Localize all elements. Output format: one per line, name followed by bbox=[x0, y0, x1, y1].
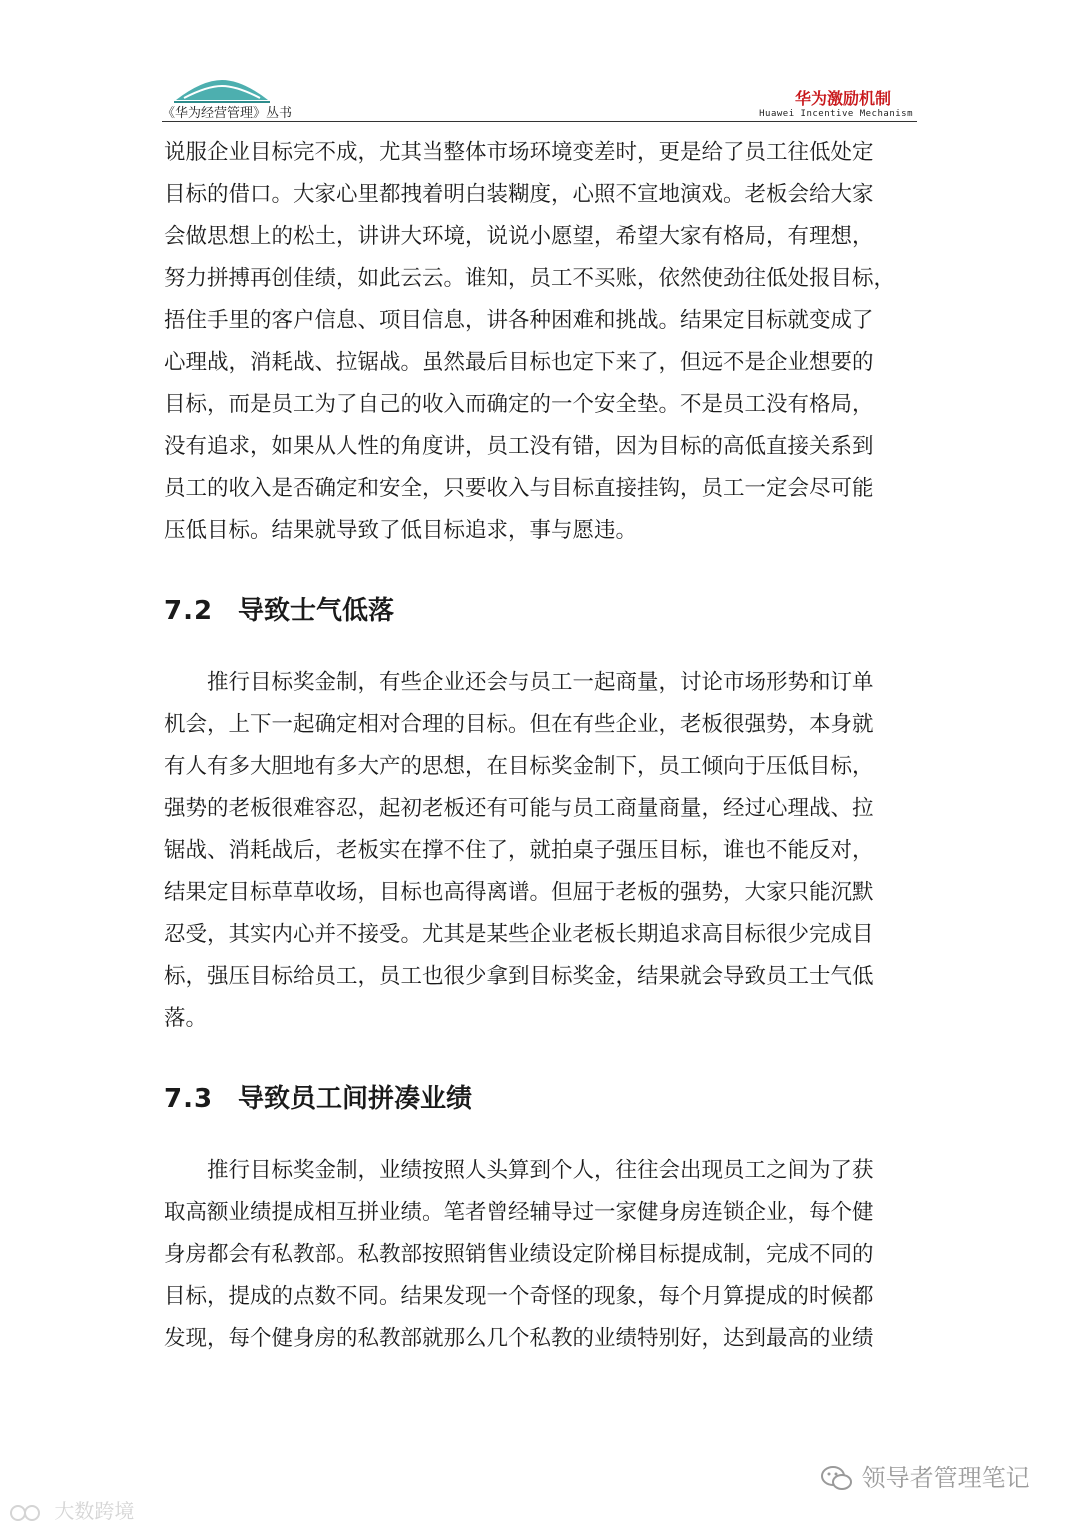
text-line: 发现，每个健身房的私教部就那么几个私教的业绩特别好，达到最高的业绩 bbox=[164, 1326, 874, 1351]
text-line: 推行目标奖金制，业绩按照人头算到个人，往往会出现员工之间为了获 bbox=[164, 1158, 874, 1183]
book-title: 华为激励机制 bbox=[794, 89, 891, 108]
watermark-left-text: 大数跨境 bbox=[54, 1499, 135, 1523]
text-line: 目标，而是员工为了自己的收入而确定的一个安全垫。不是员工没有格局， bbox=[164, 392, 874, 417]
section-heading-7-2 bbox=[164, 590, 394, 627]
header-divider bbox=[162, 121, 917, 122]
mountain-logo-icon bbox=[172, 76, 272, 104]
text-line: 没有追求，如果从人性的角度讲，员工没有错，因为目标的高低直接关系到 bbox=[164, 434, 874, 459]
text-line: 说服企业目标完不成，尤其当整体市场环境变差时，更是给了员工往低处定 bbox=[164, 140, 874, 165]
watermark-right-text: 领导者管理笔记 bbox=[861, 1464, 1030, 1492]
series-label: 《华为经营管理》丛书 bbox=[162, 106, 293, 121]
text-line: 机会，上下一起确定相对合理的目标。但在有些企业，老板很强势，本身就 bbox=[164, 712, 874, 737]
text-line: 会做思想上的松土，讲讲大环境，说说小愿望，希望大家有格局，有理想， bbox=[164, 224, 874, 249]
text-line: 员工的收入是否确定和安全，只要收入与目标直接挂钩，员工一定会尽可能 bbox=[164, 476, 874, 501]
paragraph-morale bbox=[164, 662, 916, 1040]
text-line: 取高额业绩提成相互拼业绩。笔者曾经辅导过一家健身房连锁企业，每个健 bbox=[164, 1200, 874, 1225]
text-line: 努力拼搏再创佳绩，如此云云。谁知，员工不买账，依然使劲往低处报目标， bbox=[164, 266, 896, 291]
page-header bbox=[162, 74, 917, 124]
book-title-english: Huawei Incentive Mechanism bbox=[759, 109, 913, 119]
watermark-right bbox=[820, 1458, 1030, 1493]
text-line: 捂住手里的客户信息、项目信息，讲各种困难和挑战。结果定目标就变成了 bbox=[164, 308, 874, 333]
text-line: 目标，提成的点数不同。结果发现一个奇怪的现象，每个月算提成的时候都 bbox=[164, 1284, 874, 1309]
text-line: 强势的老板很难容忍，起初老板还有可能与员工商量商量，经过心理战、拉 bbox=[164, 796, 874, 821]
section-number: 7.3 bbox=[164, 1084, 214, 1114]
section-title: 导致员工间拼凑业绩 bbox=[238, 1084, 473, 1114]
text-line: 结果定目标草草收场，目标也高得离谱。但屈于老板的强势，大家只能沉默 bbox=[164, 880, 874, 905]
section-title: 导致士气低落 bbox=[238, 596, 395, 626]
text-line: 忍受，其实内心并不接受。尤其是某些企业老板长期追求高目标很少完成目 bbox=[164, 922, 874, 947]
text-line: 心理战，消耗战、拉锯战。虽然最后目标也定下来了，但远不是企业想要的 bbox=[164, 350, 874, 375]
text-line: 有人有多大胆地有多大产的思想，在目标奖金制下，员工倾向于压低目标， bbox=[164, 754, 874, 779]
text-line: 标，强压目标给员工，员工也很少拿到目标奖金，结果就会导致员工士气低 bbox=[164, 964, 874, 989]
text-line: 身房都会有私教部。私教部按照销售业绩设定阶梯目标提成制，完成不同的 bbox=[164, 1242, 874, 1267]
section-number: 7.2 bbox=[164, 596, 214, 626]
text-line: 目标的借口。大家心里都拽着明白装糊度，心照不宣地演戏。老板会给大家 bbox=[164, 182, 874, 207]
text-line: 锯战、消耗战后，老板实在撑不住了，就拍桌子强压目标，谁也不能反对， bbox=[164, 838, 874, 863]
paragraph-intro bbox=[164, 132, 916, 552]
text-line: 压低目标。结果就导致了低目标追求，事与愿违。 bbox=[164, 518, 638, 543]
watermark-left bbox=[8, 1495, 134, 1524]
paragraph-performance bbox=[164, 1150, 916, 1360]
text-line: 落。 bbox=[164, 1006, 208, 1031]
section-heading-7-3 bbox=[164, 1078, 472, 1115]
text-line: 推行目标奖金制，有些企业还会与员工一起商量，讨论市场形势和订单 bbox=[164, 670, 874, 695]
logo-mark-icon bbox=[8, 1502, 48, 1524]
wechat-icon bbox=[820, 1465, 854, 1493]
